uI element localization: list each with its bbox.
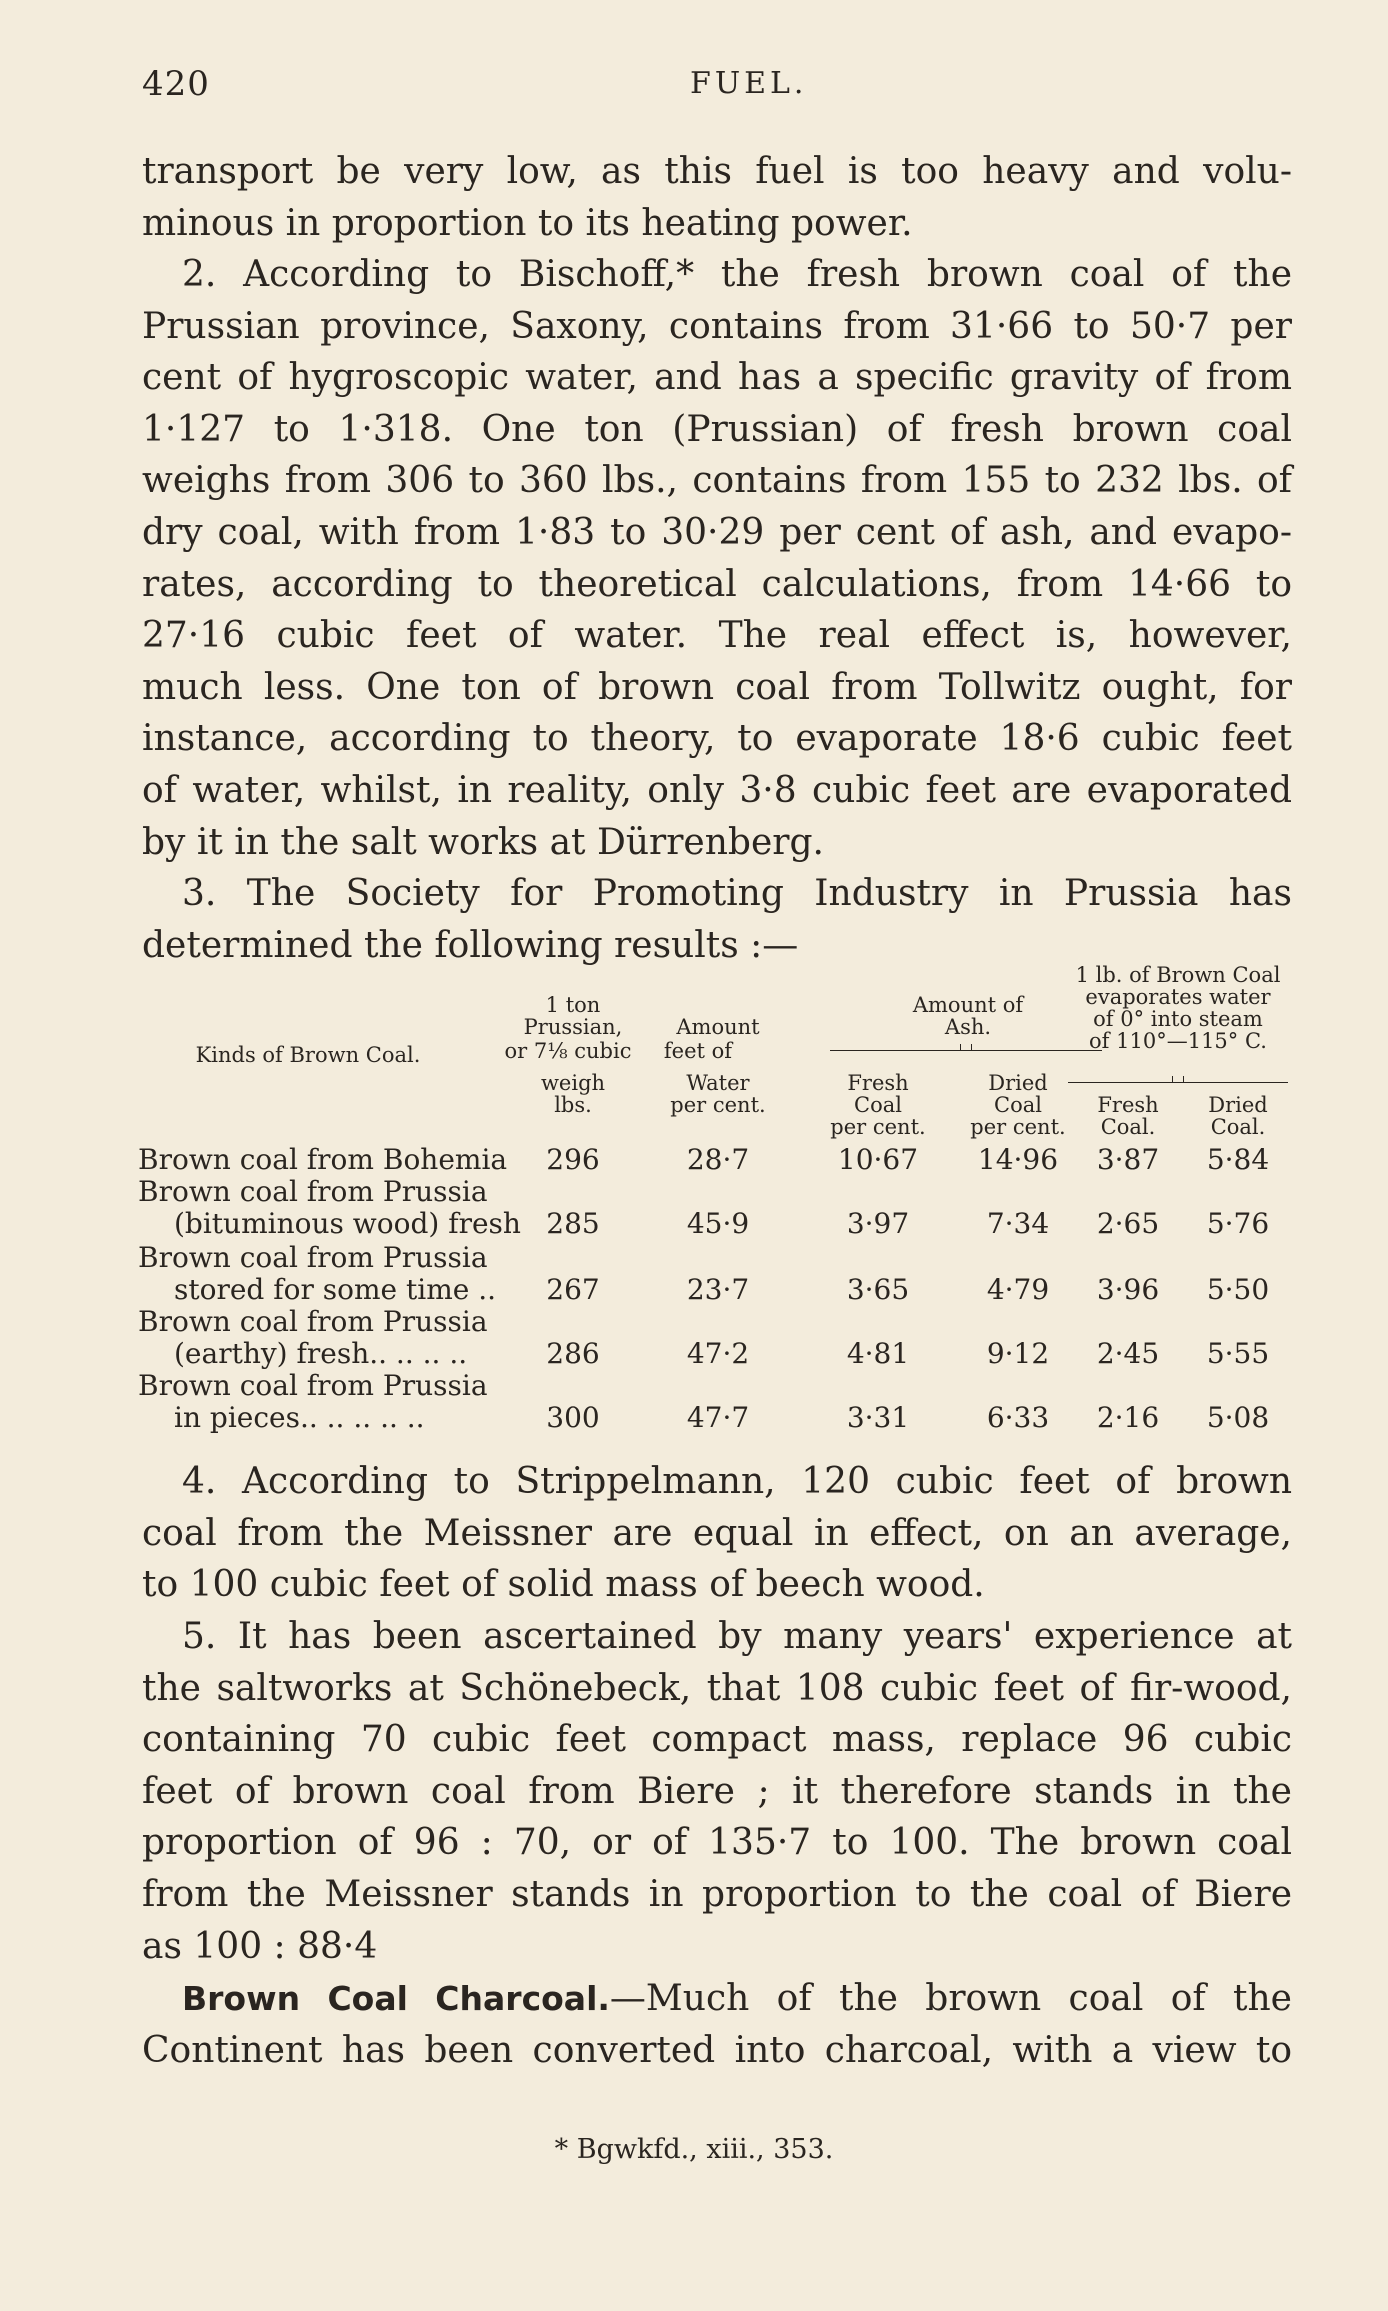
- footnote: * Bgwkfd., xiii., 353.: [554, 2134, 834, 2165]
- text-line: as 100 : 88·4: [142, 1925, 378, 1967]
- cell-evap-dried: 5·84: [1206, 1143, 1270, 1176]
- text-line: from the Meissner stands in proportion to the coal of Biere: [142, 1873, 1292, 1915]
- text-line: determined the following results :—: [142, 924, 799, 966]
- cell-evap-fresh: 3·96: [1096, 1273, 1160, 1306]
- header-evap-dried-2: Coal.: [1210, 1115, 1266, 1139]
- header-evap-1: 1 lb. of Brown Coal: [1075, 963, 1281, 987]
- row-label: Brown coal from Prussia: [138, 1369, 488, 1402]
- cell-evap-dried: 5·76: [1206, 1207, 1270, 1240]
- text-line: 1·127 to 1·318. One ton (Prussian) of fresh brown coal: [142, 408, 1292, 450]
- text-line: [142, 1973, 1292, 2025]
- header-evap-2: evaporates water: [1085, 985, 1271, 1009]
- text-line: coal from the Meissner are equal in effect, on an average,: [142, 1512, 1292, 1554]
- header-kinds: Kinds of Brown Coal.: [195, 1043, 421, 1067]
- cell-weigh: 300: [546, 1401, 600, 1434]
- row-label-cont: (bituminous wood) fresh: [174, 1207, 521, 1240]
- cell-evap-fresh: 3·87: [1096, 1143, 1160, 1176]
- cell-ash-dried: 6·33: [986, 1401, 1050, 1434]
- header-ash-fresh-2: Coal: [854, 1093, 902, 1117]
- header-ash-dried-2: Coal: [994, 1093, 1042, 1117]
- cell-evap-dried: 5·50: [1206, 1273, 1270, 1306]
- text-line: rates, according to theoretical calculations, from 14·66 to: [142, 563, 1292, 605]
- header-evap-3: of 0° into steam: [1093, 1007, 1263, 1031]
- row-label-cont: in pieces.. .. .. .. ..: [174, 1401, 425, 1434]
- cell-ash-fresh: 10·67: [837, 1143, 919, 1176]
- text-line: transport be very low, as this fuel is too heavy and volu-: [142, 151, 1292, 192]
- text-line: 3. The Society for Promoting Industry in Prussia has: [182, 873, 1292, 914]
- cell-ash-fresh: 4·81: [846, 1337, 910, 1370]
- text-line: 2. According to Bischoff,* the fresh brown coal of the: [182, 254, 1292, 295]
- cell-ash-dried: 14·96: [977, 1143, 1059, 1176]
- text-line: containing 70 cubic feet compact mass, replace 96 cubic: [142, 1719, 1292, 1761]
- header-evap-dried-1: Dried: [1208, 1093, 1268, 1117]
- paragraph-2: [142, 249, 1292, 868]
- cell-evap-dried: 5·08: [1206, 1401, 1270, 1434]
- text-line: Prussian province, Saxony, contains from 31·66 to 50·7 per: [142, 305, 1292, 347]
- row-label: Brown coal from Prussia: [138, 1175, 488, 1208]
- cell-water: 45·9: [686, 1207, 750, 1240]
- row-label: Brown coal from Prussia: [138, 1241, 488, 1274]
- cell-water: 23·7: [686, 1273, 750, 1306]
- header-ash-1: Amount of: [912, 993, 1024, 1017]
- text-line: the saltworks at Schönebeck, that 108 cubic feet of fir-wood,: [142, 1667, 1292, 1709]
- text-line: proportion of 96 : 70, or of 135·7 to 100. The brown coal: [142, 1822, 1292, 1864]
- cell-weigh: 286: [546, 1337, 600, 1370]
- page-number: 420: [142, 64, 210, 104]
- cell-evap-fresh: 2·45: [1096, 1337, 1160, 1370]
- header-ton-1: 1 ton: [545, 993, 601, 1017]
- header-water-1: Water: [686, 1071, 750, 1095]
- cell-evap-dried: 5·55: [1206, 1337, 1270, 1370]
- header-ash-fresh-3: per cent.: [830, 1115, 926, 1139]
- text-line: much less. One ton of brown coal from Tollwitz ought, for: [142, 666, 1292, 708]
- header-ton-4: weigh: [540, 1071, 606, 1095]
- text-line: 4. According to Strippelmann, 120 cubic feet of brown: [182, 1461, 1292, 1502]
- text-line: 5. It has been ascertained by many years' experience at: [182, 1616, 1292, 1657]
- cell-ash-fresh: 3·65: [846, 1273, 910, 1306]
- header-ash-fresh-1: Fresh: [847, 1071, 909, 1095]
- paragraph-1: [142, 146, 1292, 249]
- cell-weigh: 267: [546, 1273, 600, 1306]
- text-line: weighs from 306 to 360 lbs., contains from 155 to 232 lbs. of: [142, 460, 1292, 502]
- text-line: of water, whilst, in reality, only 3·8 cubic feet are evaporated: [142, 769, 1292, 811]
- cell-evap-fresh: 2·65: [1096, 1207, 1160, 1240]
- paragraph-3: [142, 868, 1292, 971]
- text-line: feet of brown coal from Biere ; it therefore stands in the: [142, 1770, 1292, 1812]
- cell-evap-fresh: 2·16: [1096, 1401, 1160, 1434]
- header-evap-fresh-1: Fresh: [1097, 1093, 1159, 1117]
- header-ash-2: Ash.: [944, 1015, 992, 1039]
- paragraph-5: [142, 1611, 1292, 1972]
- section-heading: Brown Coal Charcoal.: [182, 1979, 610, 2018]
- row-label-cont: stored for some time ..: [174, 1273, 497, 1306]
- cell-ash-fresh: 3·31: [846, 1401, 910, 1434]
- header-amount-2: feet of: [663, 1039, 733, 1063]
- header-ton-5: lbs.: [554, 1093, 592, 1117]
- header-ash-dried-3: per cent.: [970, 1115, 1066, 1139]
- cell-water: 47·2: [686, 1337, 750, 1370]
- text-line: Continent has been converted into charcoal, with a view to: [142, 2029, 1292, 2071]
- header-ton-2: Prussian,: [523, 1015, 623, 1039]
- text-line-rest: —Much of the brown coal of the: [609, 1978, 1292, 2019]
- running-head: FUEL.: [690, 66, 808, 101]
- cell-weigh: 285: [546, 1207, 600, 1240]
- text-line: instance, according to theory, to evaporate 18·6 cubic feet: [142, 718, 1292, 760]
- row-label: Brown coal from Prussia: [138, 1305, 488, 1338]
- text-line: dry coal, with from 1·83 to 30·29 per cent of ash, and evapo-: [142, 511, 1292, 553]
- text-line: cent of hygroscopic water, and has a specific gravity of from: [142, 357, 1292, 399]
- evap-brace: [1068, 1082, 1288, 1089]
- text-line: to 100 cubic feet of solid mass of beech wood.: [142, 1564, 985, 1606]
- header-evap-4: of 110°—115° C.: [1089, 1029, 1267, 1053]
- paragraph-4: [142, 1456, 1292, 1611]
- header-ton-3: or 7⅛ cubic: [504, 1039, 632, 1063]
- cell-ash-dried: 4·79: [986, 1273, 1050, 1306]
- cell-water: 28·7: [686, 1143, 750, 1176]
- header-water-2: per cent.: [670, 1093, 766, 1117]
- cell-weigh: 296: [546, 1143, 600, 1176]
- cell-ash-dried: 7·34: [986, 1207, 1050, 1240]
- row-label-cont: (earthy) fresh.. .. .. ..: [174, 1337, 468, 1370]
- text-line: 27·16 cubic feet of water. The real effect is, however,: [142, 615, 1292, 657]
- cell-ash-dried: 9·12: [986, 1337, 1050, 1370]
- text-line: by it in the salt works at Dürrenberg.: [142, 821, 824, 863]
- page-header: [142, 64, 1292, 114]
- header-evap-fresh-2: Coal.: [1100, 1115, 1156, 1139]
- cell-water: 47·7: [686, 1401, 750, 1434]
- header-ash-dried-1: Dried: [988, 1071, 1048, 1095]
- cell-ash-fresh: 3·97: [846, 1207, 910, 1240]
- row-label: Brown coal from Bohemia: [138, 1143, 508, 1176]
- header-amount-1: Amount: [676, 1015, 760, 1039]
- paragraph-6: [142, 1973, 1292, 2076]
- results-table: [138, 960, 1298, 1440]
- text-line: minous in proportion to its heating power.: [142, 202, 913, 244]
